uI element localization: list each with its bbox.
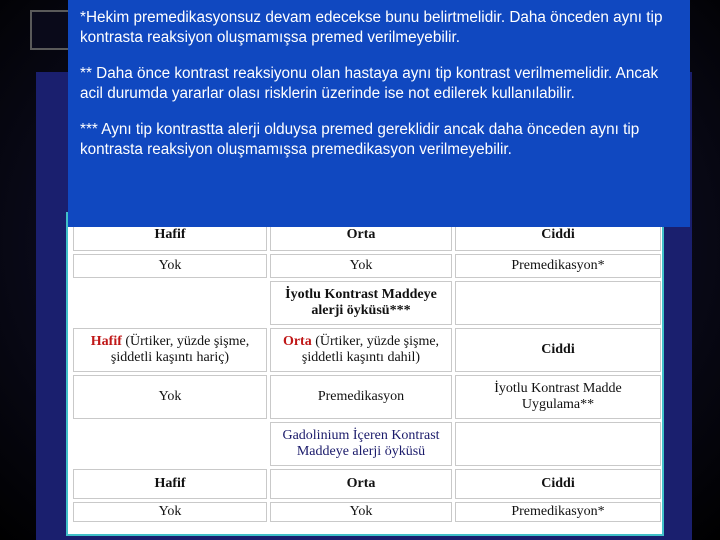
cell-gad-severe: Ciddi bbox=[455, 469, 661, 499]
table-row bbox=[73, 469, 661, 499]
cell-severe-action: Premedikasyon* bbox=[455, 254, 661, 278]
table-row bbox=[73, 375, 661, 419]
empty-cell bbox=[73, 422, 267, 466]
cell-gad-mild: Hafif bbox=[73, 469, 267, 499]
gadolinium-allergy-header: Gadolinium İçeren Kontrast Maddeye alerji öyküsü bbox=[270, 422, 452, 466]
moderate-detail: (Ürtiker, yüzde şişme, şiddetli kaşıntı dahil) bbox=[301, 333, 440, 365]
table-row bbox=[73, 254, 661, 278]
cell-iodine-severe-action: İyotlu Kontrast Madde Uygulama** bbox=[455, 375, 661, 419]
cell-iodine-severe: Ciddi bbox=[455, 328, 661, 372]
footnote-1: *Hekim premedikasyonsuz devam edecekse bunu belirtmelidir. Daha önceden aynı tip kontrasta reaksiyon oluşmamışsa premed verilmeyebilir. bbox=[80, 9, 663, 46]
footnote-3: *** Aynı tip kontrastta alerji olduysa premed gereklidir ancak daha önceden aynı tip kontrasta reaksiyon oluşmamışsa premedikasyon verilmeyebilir. bbox=[80, 121, 640, 158]
empty-cell bbox=[455, 281, 661, 325]
moderate-label: Orta bbox=[282, 333, 312, 349]
cell-iodine-mild-action: Yok bbox=[73, 375, 267, 419]
cell-gad-moderate: Orta bbox=[270, 469, 452, 499]
cell-iodine-mild bbox=[73, 328, 267, 372]
cell-moderate-action: Yok bbox=[270, 254, 452, 278]
table-row bbox=[73, 281, 661, 325]
cell-iodine-moderate-action: Premedikasyon bbox=[270, 375, 452, 419]
footnote-2: ** Daha önce kontrast reaksiyonu olan hastaya aynı tip kontrast verilmemelidir. Ancak acil durumda yararlar olası risklerin üzerinde ise not edilerek kullanılabilir. bbox=[80, 65, 659, 102]
table-row bbox=[73, 422, 661, 466]
cell-iodine-moderate bbox=[270, 328, 452, 372]
cell-gad-mild-action: Yok bbox=[73, 502, 267, 522]
table-row bbox=[73, 328, 661, 372]
cell-mild-action: Yok bbox=[73, 254, 267, 278]
mild-detail: (Ürtiker, yüzde şişme, şiddetli kaşıntı hariç) bbox=[110, 333, 250, 365]
empty-cell bbox=[455, 422, 661, 466]
contrast-premedication-table bbox=[70, 216, 664, 525]
table-row bbox=[73, 502, 661, 522]
cell-gad-severe-action: Premedikasyon* bbox=[455, 502, 661, 522]
cell-severe: Ciddi bbox=[455, 219, 661, 251]
cell-moderate: Orta bbox=[270, 219, 452, 251]
iodine-allergy-header: İyotlu Kontrast Maddeye alerji öyküsü*** bbox=[270, 281, 452, 325]
mild-label: Hafif bbox=[90, 333, 122, 349]
empty-cell bbox=[73, 281, 267, 325]
footnote-box bbox=[68, 0, 690, 227]
cell-mild: Hafif bbox=[73, 219, 267, 251]
cell-gad-moderate-action: Yok bbox=[270, 502, 452, 522]
